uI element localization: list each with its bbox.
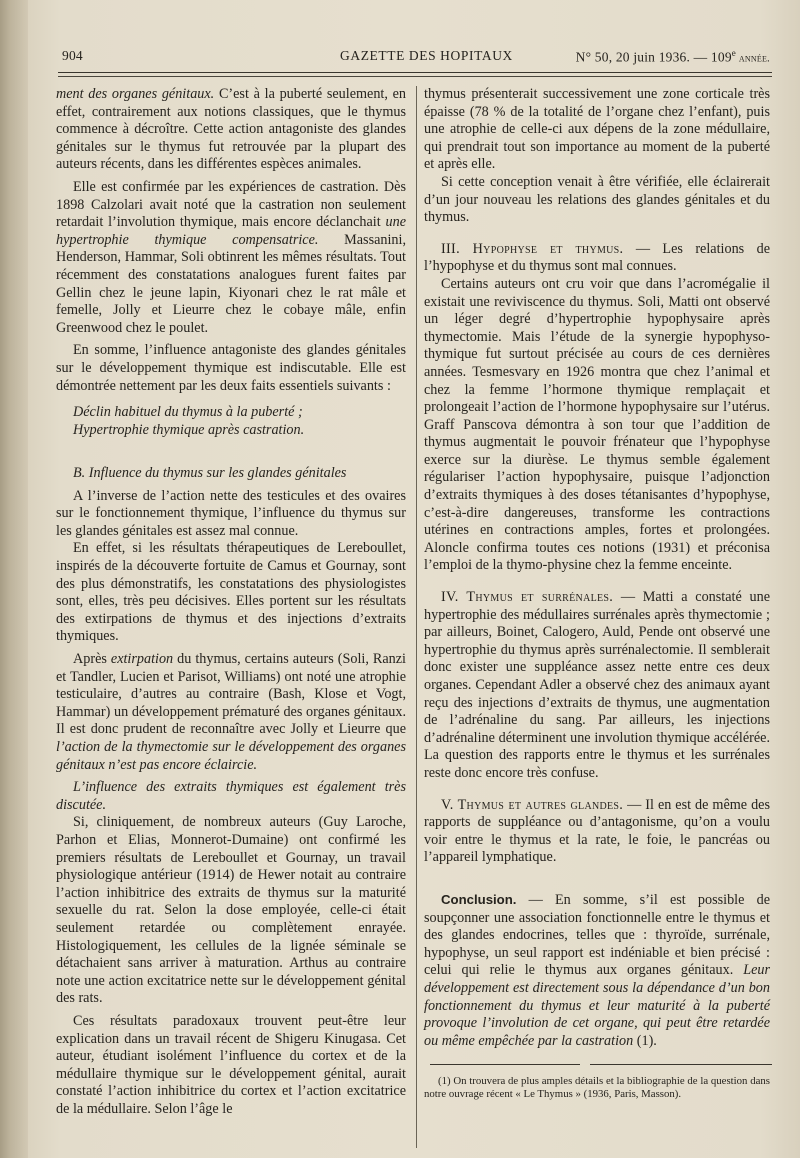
section-iv <box>424 589 770 783</box>
quote-line: Hypertrophie thymique après castration. <box>73 422 305 439</box>
section-v <box>424 797 770 867</box>
footnote-rule <box>590 1064 772 1065</box>
paragraph: En effet, si les résultats thérapeutiques de Lereboullet, inspirés de la découverte fortuite de Camus et Gournay, sont des plus démonstratifs, les constatations des physiologistes sont, elles, très peu décisives. Elles portent sur les résultats des extirpations de thymus et des injections d’extraits thymiques. <box>56 540 406 645</box>
paragraph <box>56 179 406 337</box>
paragraph-text: Elle est confirmée par les expériences de castration. Dès 1898 Calzolari avait noté que la castration non seulement retardait l’involution thymique, mais encore déclanchait <box>56 178 406 231</box>
conclusion-heading: Conclusion. <box>441 891 517 907</box>
paragraph-text: — Les relations de l’hypophyse et du thymus sont mal connues. <box>424 240 771 275</box>
section-iii <box>424 241 770 276</box>
footnote-ref: (1). <box>633 1032 657 1049</box>
paragraph: Si cette conception venait à être vérifiée, elle éclairerait d’un jour nouveau les relations des glandes génitales et du thymus. <box>424 173 770 226</box>
issue-date: N° 50, 20 juin 1936. — 109 <box>575 49 732 65</box>
issue-year-label: année. <box>735 52 770 65</box>
paragraph <box>56 651 406 774</box>
paragraph: Ces résultats paradoxaux trouvent peut-être leur explication dans un travail récent de Shigeru Kinugasa. Cet auteur, étudiant isolément l’influence du cortex et de la médullaire thymique sur le développement génital, aurait constaté l’action inhibitrice du cortex et l’action excitatrice de la médullaire. Selon l’âge le <box>56 1012 406 1117</box>
emphasis: une hypertrophie thymique compensatrice. <box>56 214 406 248</box>
header-rule-thin <box>58 76 772 77</box>
section-heading: V. Thymus et autres glandes. <box>441 796 624 813</box>
paragraph-text: — Il en est de même des rapports de suppléance ou d’antagonisme, qu’on a voulu voir entre le thymus et la rate, le foie, le pancréas ou l’appareil lymphatique. <box>424 796 770 866</box>
column-divider <box>416 86 417 1148</box>
emphasis: Leur développement est directement sous la dépendance d’un bon fonctionnement du thymus et leur maturité à la puberté provoque l’involution de cet organe, qui peut être retardée ou même empêchée par la castration <box>424 962 770 1049</box>
paragraph: Si, cliniquement, de nombreux auteurs (Guy Laroche, Parhon et Elias, Monnerot-Dumaine) ont confirmé les premiers résultats de Lereboullet et Gournay, un travail physiologique antérieur (1914) de Hewer notait au contraire l’action inhibitrice des extraits de thymus sur la maturité sexuelle du rat. Selon la dose employée, celle-ci était seulement retardée ou complètement enrayée. Histologiquement, les cellules de la lignée séminale se détachaient sans arriver à maturation. Arthus au contraire note une action excitatrice nette sur le développement génital des rats. <box>56 814 406 1007</box>
paragraph-text: C’est à la puberté seulement, en effet, contrairement aux notions classiques, que le thymus commence à décroître. Cette action antagoniste des glandes génitales sur le thymus fut retrouvée par la plupart des auteurs récents, dans les différentes espèces animales. <box>56 86 407 173</box>
quote-line: Déclin habituel du thymus à la puberté ; <box>73 404 303 421</box>
issue-info <box>576 48 770 66</box>
section-heading: III. Hypophyse et thymus. <box>441 240 624 257</box>
paragraph: Certains auteurs ont cru voir que dans l’acromégalie il existait une reviviscence du thymus. Soli, Matti ont observé un léger degré d’hypertrophie hypophysaire après thymectomie. Mais l’étude de la synergie hypophyso-thymique fut surtout précisée au cours de ces dernières années. Tesmesvary en 1926 montra que chez l’animal et chez la femme l’hormone thymique remplaçait et prolongeait l’action de l’hormone hypophysaire sur l’utérus. Graff Panscova démontra à son tour que l’addition de thymus augmentait le pouvoir frénateur que l’hypophyse exerce sur la diurèse. Le thymus semble également régulariser l’action hypophysaire, puisque l’adjonction d’extraits thymiques à des doses tétanisantes d’hypophyse, c’est-à-dire dangereuses, transforme les contractions utérines en contractions amples, fortes et prolongées. Aloncle confirma toutes ces notions (1931) et préconisa l’emploi de la thymo-physine chez la femme enceinte. <box>424 275 770 574</box>
running-header <box>62 48 770 68</box>
paragraph <box>56 779 406 814</box>
issue-ordinal: e <box>731 48 736 58</box>
paragraph-text: Massanini, Henderson, Hammar, Soli obtinrent les mêmes résultats. Tout récemment des constatations analogues furent faites par Gellin chez le jeune lapin, Kiyonari chez le rat mâle et femelle, Jolly et Lieurre chez le cobaye mâle, enfin Greenwood chez le poulet. <box>56 231 406 336</box>
page-binding-shadow <box>0 0 28 1158</box>
paragraph: En somme, l’influence antagoniste des glandes génitales sur le développement thymique est indiscutable. Elle est démontrée nettement par les deux faits essentiels suivants : <box>56 342 406 394</box>
paragraph-text: — En somme, s’il est possible de soupçonner une association fonctionnelle entre le thymus et des glandes endocrines, telles que : thyroïde, surrénale, hypophyse, un seul rapport est indéniable et bien précisé : celui qui relie le thymus aux organes génitaux. <box>424 891 770 979</box>
footnote-text: (1) On trouvera de plus amples détails et la bibliographie de la question dans notre ouvrage récent « Le Thymus » (1936, Paris, Masson). <box>424 1075 770 1101</box>
emphasis: l’action de la thymectomie sur le développement des organes génitaux n’est pas encore éclaircie. <box>56 739 406 773</box>
emphasis: L’influence des extraits thymiques est également très discutée. <box>56 779 406 813</box>
footnote-rule <box>430 1064 580 1065</box>
section-heading: IV. Thymus et surrénales. <box>441 589 614 606</box>
page-number: 904 <box>62 48 83 63</box>
paragraph: thymus présenterait successivement une zone corticale très épaisse (78 % de la totalité de l’organe chez l’enfant), puis une atrophie de celle-ci aux dépens de la zone médullaire, qui prendrait tout son importance au moment de la puberté et après elle. <box>424 86 770 173</box>
emphasis: ment des organes génitaux. <box>56 86 215 102</box>
emphasis: extirpation <box>110 651 174 668</box>
key-facts-quote <box>56 403 406 439</box>
paragraph-text: du thymus, certains auteurs (Soli, Ranzi et Tandler, Lucien et Parisot, Williams) ont noté une atrophie testiculaire, d’autres au contraire (Bash, Klose et Vogt, Hammar) un développement prématuré des organes génitaux. Il est donc prudent de reconnaître avec Jolly et Lieurre que <box>56 651 406 738</box>
journal-title: GAZETTE DES HOPITAUX <box>340 48 513 63</box>
paragraph: A l’inverse de l’action nette des testicules et des ovaires sur le fonctionnement thymique, l’influence du thymus sur les glandes génitales est assez mal connue. <box>56 487 406 539</box>
header-rule-thick <box>58 72 772 73</box>
footnote <box>424 1075 770 1101</box>
right-column <box>424 86 770 1101</box>
paragraph <box>56 86 406 174</box>
paragraph-text: Après <box>73 651 111 668</box>
section-heading-b: B. Influence du thymus sur les glandes génitales <box>73 465 347 482</box>
paragraph-text: — Matti a constaté une hypertrophie des médullaires surrénales après thymectomie ; par ailleurs, Boinet, Calogero, Auld, Pende ont observé une hypertrophie du thymus après surrénalectomie. Il semblerait donc exister une suppléance assez nette entre ces deux organes. Cependant Adler a observé chez des animaux ayant reçu des injections d’extraits de thymus, une augmentation de l’adrénaline du sang. Par ailleurs, les injections d’adrénaline déterminent une involution thymique accélérée. La question des rapports entre le thymus et les surrénales reste donc encore très confuse. <box>424 589 770 781</box>
left-column <box>56 86 406 1118</box>
conclusion <box>424 891 770 1050</box>
